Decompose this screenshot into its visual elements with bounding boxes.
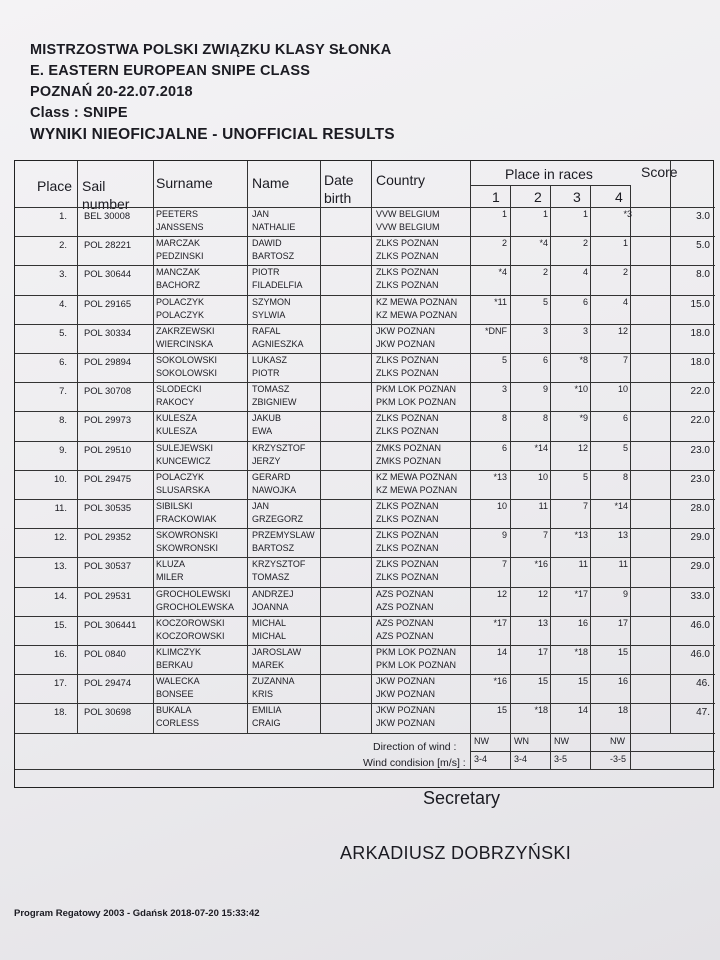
race-1-result: 2 <box>501 238 507 249</box>
country-helm: KZ MEWA POZNAN <box>376 296 458 307</box>
score-cell: 8.0 <box>696 269 710 281</box>
score-cell: 5.0 <box>696 240 710 252</box>
race-3-result: 3 <box>582 325 588 336</box>
place-cell: 5. <box>59 326 67 338</box>
race-4-result: *3 <box>623 209 632 219</box>
race-3-result: 1 <box>582 209 588 219</box>
sail-number-cell: POL 30644 <box>84 268 132 280</box>
race-2-result: *16 <box>534 559 548 570</box>
score-cell: 23.0 <box>690 473 710 485</box>
races-header-divider <box>470 185 630 186</box>
country-crew: VVW BELGIUM <box>376 222 440 232</box>
race-1-result: *DNF <box>485 325 507 336</box>
country-crew: JKW POZNAN <box>376 718 436 729</box>
race-4-result: 12 <box>617 325 628 336</box>
race-2-result: *14 <box>534 442 548 453</box>
col-birth: birth <box>324 190 352 206</box>
score-cell: 28.0 <box>690 503 710 514</box>
sail-number-cell: POL 29531 <box>84 589 132 601</box>
score-cell: 3.0 <box>696 211 710 222</box>
event-subtitle: E. EASTERN EUROPEAN SNIPE CLASS <box>30 63 311 79</box>
race-2-result: 9 <box>542 384 548 395</box>
name-helm: PRZEMYSLAW <box>252 530 315 541</box>
table-row <box>15 236 715 263</box>
wind-condition-cell: 3-4 <box>474 753 488 764</box>
sail-number-cell: POL 28221 <box>84 239 132 251</box>
name-helm: RAFAL <box>252 325 281 336</box>
surname-crew: SKOWRONSKI <box>156 543 219 554</box>
surname-helm: KULESZA <box>156 413 198 424</box>
surname-helm: ZAKRZEWSKI <box>156 325 215 336</box>
race-3-result: 4 <box>582 267 588 278</box>
place-cell: 8. <box>59 414 67 426</box>
table-row <box>15 324 715 351</box>
race-2-result: 17 <box>537 647 548 657</box>
race-1-result: 8 <box>501 413 507 424</box>
wind-direction-cell: NW <box>610 735 625 746</box>
race-1-result: 15 <box>496 705 507 716</box>
race-4-result: 11 <box>618 559 628 570</box>
wind-direction-cell: NW <box>474 735 489 746</box>
place-cell: 7. <box>59 385 67 397</box>
surname-crew: POLACZYK <box>156 309 205 320</box>
place-cell: 17. <box>53 677 67 689</box>
surname-helm: POLACZYK <box>156 296 205 307</box>
surname-crew: KULESZA <box>156 426 198 437</box>
race-2-result: 3 <box>542 325 548 336</box>
country-helm: JKW POZNAN <box>376 705 436 716</box>
name-crew: AGNIESZKA <box>252 338 304 349</box>
sail-number-cell: POL 29475 <box>84 472 132 484</box>
table-row <box>15 528 715 555</box>
wind-condition-cell: 3-5 <box>554 753 568 764</box>
col-date: Date <box>324 172 354 188</box>
table-row <box>15 470 715 497</box>
surname-helm: SLODECKI <box>156 384 202 395</box>
race-1-result: *13 <box>493 471 507 482</box>
race-3-result: 16 <box>577 617 588 628</box>
col-race-3: 3 <box>573 189 581 205</box>
surname-helm: WALECKA <box>156 676 200 687</box>
place-cell: 18. <box>53 706 67 718</box>
name-crew: MAREK <box>252 660 285 670</box>
score-cell: 18.0 <box>690 357 710 368</box>
table-row <box>15 557 715 584</box>
country-crew: ZLKS POZNAN <box>376 368 439 378</box>
place-cell: 13. <box>53 560 67 572</box>
sail-number-cell: POL 30537 <box>84 560 132 572</box>
country-helm: AZS POZNAN <box>376 588 434 599</box>
col-surname: Surname <box>156 175 213 191</box>
sail-number-cell: POL 29973 <box>84 414 132 426</box>
wind-condition-label: Wind condision [m/s] : <box>363 757 466 769</box>
race-1-result: 6 <box>501 442 507 453</box>
score-cell: 29.0 <box>690 532 710 544</box>
col-score: Score <box>641 164 678 180</box>
name-crew: MICHAL <box>252 630 287 641</box>
sail-number-cell: BEL 30008 <box>84 210 131 221</box>
place-cell: 2. <box>59 239 67 251</box>
place-cell: 12. <box>53 531 67 543</box>
race-1-result: *11 <box>494 296 507 307</box>
race-3-result: *9 <box>579 413 588 424</box>
score-cell: 46.0 <box>690 649 710 660</box>
race-4-result: 17 <box>617 617 628 628</box>
place-cell: 14. <box>53 589 67 601</box>
name-crew: JERZY <box>252 455 281 466</box>
race-2-result: 11 <box>538 501 548 511</box>
country-crew: AZS POZNAN <box>376 601 434 612</box>
championship-title: MISTRZOSTWA POLSKI ZWIĄZKU KLASY SŁONKA <box>30 42 392 58</box>
col-races: Place in races <box>505 166 593 182</box>
place-cell: 4. <box>59 297 67 309</box>
surname-crew: GROCHOLEWSKA <box>156 601 235 612</box>
results-table <box>14 160 714 788</box>
name-helm: DAWID <box>252 238 282 249</box>
score-cell: 22.0 <box>690 415 710 427</box>
race-3-result: 2 <box>582 238 588 249</box>
country-helm: ZLKS POZNAN <box>376 413 439 424</box>
wind-condition-cell: -3-5 <box>610 753 627 764</box>
country-helm: ZLKS POZNAN <box>376 530 439 541</box>
event-place-date: POZNAŃ 20-22.07.2018 <box>30 84 193 100</box>
table-row <box>15 616 715 643</box>
sail-number-cell: POL 30708 <box>84 385 132 397</box>
race-1-result: 10 <box>496 501 507 511</box>
country-crew: KZ MEWA POZNAN <box>376 484 458 495</box>
race-1-result: 7 <box>501 559 507 570</box>
race-4-result: 9 <box>622 588 628 599</box>
race-3-result: *10 <box>574 384 588 395</box>
name-helm: KRZYSZTOF <box>252 442 306 453</box>
sail-number-cell: POL 0840 <box>84 648 126 659</box>
name-crew: GRZEGORZ <box>252 514 303 524</box>
place-cell: 16. <box>53 648 67 659</box>
surname-crew: BACHORZ <box>156 280 201 291</box>
name-helm: SZYMON <box>252 296 291 307</box>
place-cell: 3. <box>59 268 67 280</box>
race-1-result: 9 <box>501 530 507 541</box>
table-row <box>15 411 715 438</box>
name-helm: KRZYSZTOF <box>252 559 306 570</box>
race-3-result: 15 <box>577 676 588 687</box>
name-crew: NATHALIE <box>252 222 296 232</box>
name-crew: JOANNA <box>252 601 289 612</box>
table-row <box>15 587 715 614</box>
race-2-result: 5 <box>542 296 548 307</box>
race-1-result: 5 <box>501 355 507 365</box>
race-4-result: *14 <box>614 501 628 511</box>
country-crew: ZLKS POZNAN <box>376 280 439 291</box>
place-cell: 1. <box>59 210 67 221</box>
race-3-result: *13 <box>574 530 588 541</box>
surname-crew: MILER <box>156 572 184 583</box>
country-helm: JKW POZNAN <box>376 676 436 687</box>
country-helm: ZMKS POZNAN <box>376 442 442 453</box>
wind-divider <box>470 751 715 752</box>
race-3-result: 11 <box>578 559 588 570</box>
race-4-result: 6 <box>622 413 628 424</box>
country-crew: ZLKS POZNAN <box>376 251 439 262</box>
table-row <box>15 499 715 526</box>
race-4-result: 8 <box>622 471 628 482</box>
sail-number-cell: POL 29894 <box>84 356 132 367</box>
race-1-result: 14 <box>496 647 507 657</box>
surname-helm: GROCHOLEWSKI <box>156 588 231 599</box>
score-cell: 23.0 <box>690 444 710 456</box>
score-cell: 18.0 <box>690 327 710 339</box>
race-3-result: 12 <box>577 442 588 453</box>
table-row <box>15 645 715 672</box>
race-2-result: 1 <box>542 209 548 219</box>
table-row <box>15 703 715 730</box>
race-2-result: 6 <box>542 355 548 365</box>
col-name: Name <box>252 175 290 191</box>
table-row <box>15 295 715 322</box>
name-crew: BARTOSZ <box>252 543 295 554</box>
name-helm: ZUZANNA <box>252 676 295 687</box>
table-row <box>15 353 715 380</box>
table-row <box>15 207 715 234</box>
race-2-result: 2 <box>542 267 548 278</box>
race-4-result: 18 <box>617 705 628 716</box>
place-cell: 15. <box>53 618 67 630</box>
name-crew: CRAIG <box>252 718 281 729</box>
race-4-result: 2 <box>622 267 628 278</box>
name-crew: TOMASZ <box>252 572 290 583</box>
surname-helm: KOCZOROWSKI <box>156 617 225 628</box>
race-2-result: 13 <box>537 617 548 628</box>
surname-helm: KLUZA <box>156 559 186 570</box>
col-sail-number: number <box>82 196 130 212</box>
class-label: Class : SNIPE <box>30 105 128 121</box>
race-1-result: *4 <box>498 267 507 278</box>
surname-crew: KOCZOROWSKI <box>156 630 225 641</box>
country-helm: KZ MEWA POZNAN <box>376 471 458 482</box>
country-crew: ZLKS POZNAN <box>376 572 439 583</box>
surname-helm: PEETERS <box>156 209 199 219</box>
name-crew: PIOTR <box>252 368 280 378</box>
document-header <box>30 40 395 145</box>
country-crew: KZ MEWA POZNAN <box>376 309 458 320</box>
surname-helm: SOKOLOWSKI <box>156 355 218 365</box>
race-3-result: *18 <box>574 647 588 657</box>
name-crew: BARTOSZ <box>252 251 295 262</box>
country-crew: ZLKS POZNAN <box>376 514 439 524</box>
race-2-result: *18 <box>534 705 548 716</box>
race-4-result: 5 <box>622 442 628 453</box>
country-crew: ZMKS POZNAN <box>376 455 442 466</box>
table-row <box>15 441 715 468</box>
surname-crew: SLUSARSKA <box>156 484 211 495</box>
country-helm: ZLKS POZNAN <box>376 559 439 570</box>
score-cell: 47. <box>696 707 710 719</box>
sail-number-cell: POL 29474 <box>84 677 132 689</box>
col-race-4: 4 <box>615 189 623 205</box>
col-race-1: 1 <box>492 189 500 205</box>
race-1-result: *16 <box>493 676 507 687</box>
name-helm: JAN <box>252 209 270 219</box>
surname-helm: SIBILSKI <box>156 501 193 511</box>
score-cell: 15.0 <box>690 298 710 310</box>
wind-direction-label: Direction of wind : <box>373 741 457 753</box>
surname-helm: MARCZAK <box>156 238 201 249</box>
name-crew: FILADELFIA <box>252 280 303 291</box>
country-crew: AZS POZNAN <box>376 630 434 641</box>
race-2-result: 10 <box>537 471 548 482</box>
name-helm: LUKASZ <box>252 355 288 365</box>
name-crew: KRIS <box>252 689 274 700</box>
race-3-result: 7 <box>582 501 588 511</box>
country-crew: ZLKS POZNAN <box>376 543 439 554</box>
surname-crew: BONSEE <box>156 689 194 700</box>
name-helm: MICHAL <box>252 617 287 628</box>
country-helm: ZLKS POZNAN <box>376 267 439 278</box>
country-crew: JKW POZNAN <box>376 689 436 700</box>
surname-crew: FRACKOWIAK <box>156 514 217 524</box>
name-helm: TOMASZ <box>252 384 290 395</box>
surname-crew: RAKOCY <box>156 397 195 408</box>
sail-number-cell: POL 29510 <box>84 443 132 455</box>
col-country: Country <box>376 172 426 188</box>
race-3-result: 6 <box>582 296 588 307</box>
table-row <box>15 382 715 409</box>
race-4-result: 15 <box>617 647 628 657</box>
place-cell: 9. <box>59 443 67 455</box>
race-1-result: 3 <box>501 384 507 395</box>
race-2-result: 8 <box>542 413 548 424</box>
race-2-result: *4 <box>539 238 548 249</box>
secretary-label: Secretary <box>423 788 501 808</box>
surname-helm: MANCZAK <box>156 267 201 278</box>
race-3-result: *17 <box>574 588 588 599</box>
race-4-result: 16 <box>617 676 628 687</box>
table-row <box>15 674 715 701</box>
score-cell: 22.0 <box>690 386 710 398</box>
race-2-result: 7 <box>542 530 548 541</box>
surname-crew: CORLESS <box>156 718 200 729</box>
race-1-result: *17 <box>493 617 507 628</box>
country-helm: AZS POZNAN <box>376 617 434 628</box>
country-helm: VVW BELGIUM <box>376 209 440 219</box>
country-helm: JKW POZNAN <box>376 325 436 336</box>
col-sail: Sail <box>82 178 106 194</box>
surname-helm: BUKALA <box>156 705 192 716</box>
name-helm: EMILIA <box>252 705 282 716</box>
sail-number-cell: POL 29352 <box>84 531 132 543</box>
surname-helm: POLACZYK <box>156 471 205 482</box>
race-4-result: 1 <box>622 238 628 249</box>
surname-crew: SOKOLOWSKI <box>156 368 218 378</box>
place-cell: 10. <box>53 472 67 484</box>
surname-crew: PEDZINSKI <box>156 251 204 262</box>
results-title: WYNIKI NIEOFICJALNE - UNOFFICIAL RESULTS <box>30 126 395 143</box>
race-4-result: 13 <box>617 530 628 541</box>
country-crew: JKW POZNAN <box>376 338 436 349</box>
name-crew: SYLWIA <box>252 309 286 320</box>
secretary-name: ARKADIUSZ DOBRZYŃSKI <box>340 843 572 863</box>
surname-helm: SKOWRONSKI <box>156 530 219 541</box>
country-crew: ZLKS POZNAN <box>376 426 439 437</box>
surname-crew: WIERCINSKA <box>156 338 214 349</box>
wind-direction-cell: NW <box>554 735 569 746</box>
name-helm: JAKUB <box>252 413 282 424</box>
country-helm: PKM LOK POZNAN <box>376 647 457 657</box>
race-3-result: 14 <box>577 705 588 716</box>
race-1-result: 12 <box>496 588 507 599</box>
col-race-2: 2 <box>534 189 542 205</box>
name-crew: EWA <box>252 426 273 437</box>
name-helm: JAROSLAW <box>252 647 302 657</box>
country-crew: PKM LOK POZNAN <box>376 660 457 670</box>
wind-condition-cell: 3-4 <box>514 753 528 764</box>
name-helm: PIOTR <box>252 267 280 278</box>
sail-number-cell: POL 306441 <box>84 618 137 630</box>
race-1-result: 1 <box>501 209 507 219</box>
sail-number-cell: POL 30698 <box>84 706 132 718</box>
name-crew: ZBIGNIEW <box>252 397 297 408</box>
score-cell: 29.0 <box>690 561 710 573</box>
country-helm: ZLKS POZNAN <box>376 501 439 511</box>
race-2-result: 15 <box>537 676 548 687</box>
race-3-result: *8 <box>579 355 588 365</box>
surname-helm: KLIMCZYK <box>156 647 202 657</box>
name-helm: GERARD <box>252 471 291 482</box>
name-helm: ANDRZEJ <box>252 588 294 599</box>
country-helm: ZLKS POZNAN <box>376 238 439 249</box>
score-cell: 33.0 <box>690 590 710 602</box>
surname-crew: BERKAU <box>156 660 194 670</box>
row-divider <box>15 733 715 734</box>
place-cell: 6. <box>59 356 67 367</box>
program-footer: Program Regatowy 2003 - Gdańsk 2018-07-20 15:33:42 <box>14 908 260 919</box>
race-4-result: 7 <box>622 355 628 365</box>
col-place: Place <box>37 178 73 194</box>
sail-number-cell: POL 30334 <box>84 326 132 338</box>
wind-direction-cell: WN <box>514 735 529 746</box>
surname-crew: JANSSENS <box>156 222 204 232</box>
score-cell: 46. <box>696 678 710 690</box>
race-2-result: 12 <box>537 588 548 599</box>
place-cell: 11. <box>54 502 67 513</box>
country-helm: PKM LOK POZNAN <box>376 384 457 395</box>
sail-number-cell: POL 29165 <box>84 297 132 309</box>
score-cell: 46.0 <box>690 619 710 631</box>
table-row <box>15 265 715 292</box>
surname-crew: KUNCEWICZ <box>156 455 211 466</box>
race-4-result: 10 <box>617 384 628 395</box>
surname-helm: SULEJEWSKI <box>156 442 214 453</box>
sail-number-cell: POL 30535 <box>84 502 132 513</box>
country-crew: PKM LOK POZNAN <box>376 397 457 408</box>
name-helm: JAN <box>252 501 270 511</box>
race-4-result: 4 <box>622 296 628 307</box>
name-crew: NAWOJKA <box>252 484 297 495</box>
race-3-result: 5 <box>582 471 588 482</box>
country-helm: ZLKS POZNAN <box>376 355 439 365</box>
